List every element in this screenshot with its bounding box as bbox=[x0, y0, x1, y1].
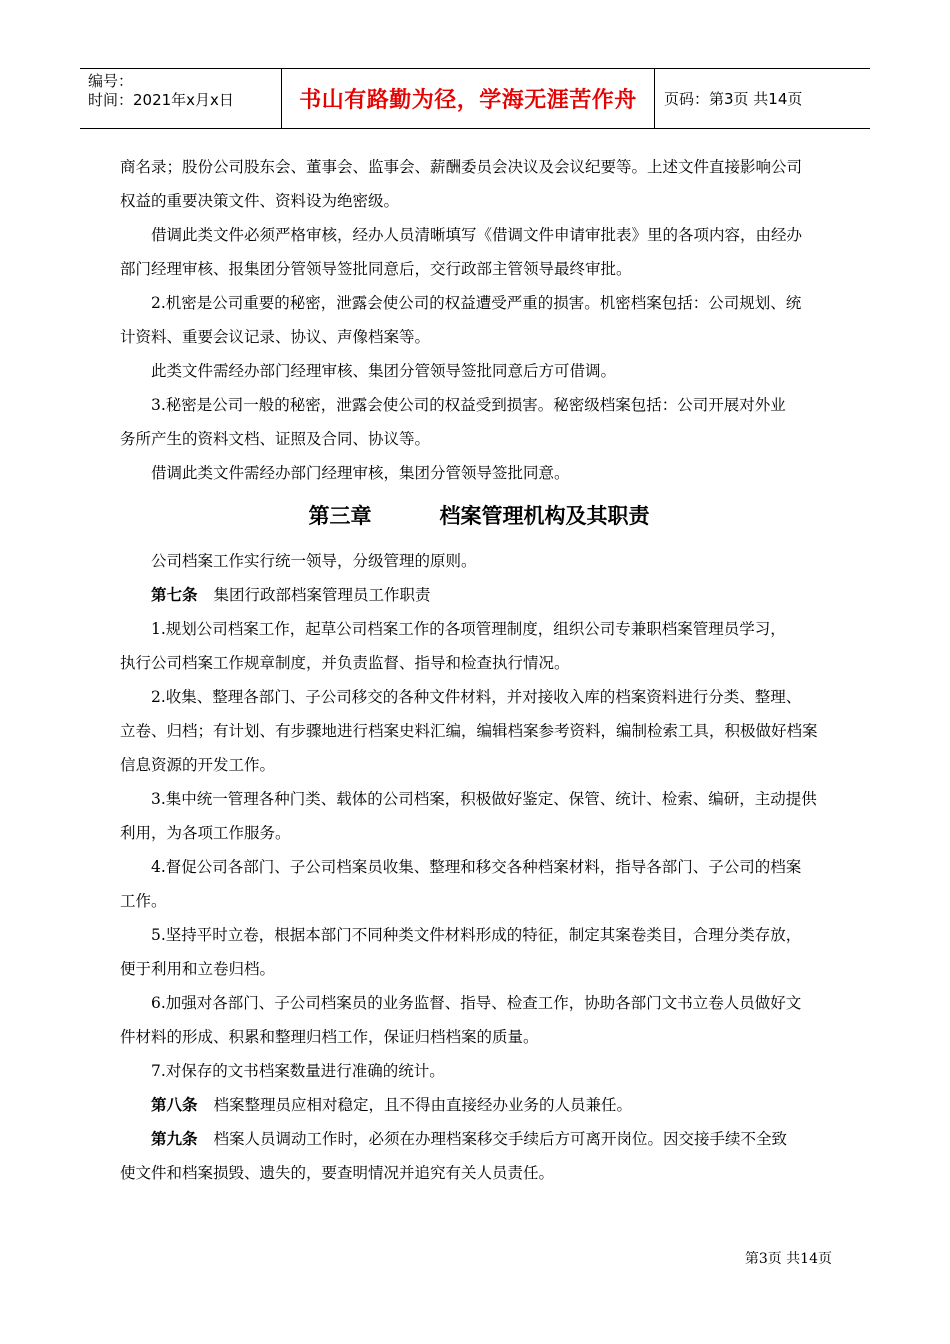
list-item-line: 4.督促公司各部门、子公司档案员收集、整理和移交各种档案材料，指导各部门、子公司的档案 bbox=[151, 858, 802, 876]
list-item-line: 2.收集、整理各部门、子公司移交的各种文件材料，并对接收入库的档案资料进行分类、整理、 bbox=[151, 688, 802, 706]
chapter-number: 第三章 bbox=[308, 504, 372, 528]
list-item-line: 信息资源的开发工作。 bbox=[120, 756, 276, 774]
article-8 bbox=[120, 1088, 832, 1122]
article-label: 第九条 bbox=[151, 1129, 198, 1148]
paragraph-line: 部门经理审核、报集团分管领导签批同意后，交行政部主管领导最终审批。 bbox=[120, 260, 632, 278]
list-item-line: 立卷、归档；有计划、有步骤地进行档案史料汇编，编辑档案参考资料，编制检索工具，积极做好档案 bbox=[120, 722, 818, 740]
list-item-line: 执行公司档案工作规章制度，并负责监督、指导和检查执行情况。 bbox=[120, 654, 570, 672]
paragraph-line: 计资料、重要会议记录、协议、声像档案等。 bbox=[120, 328, 431, 346]
article-label: 第七条 bbox=[151, 585, 198, 604]
article-label: 第八条 bbox=[151, 1095, 198, 1114]
document-number-label: 编号： bbox=[88, 72, 134, 90]
article-text: 档案整理员应相对稳定，且不得由直接经办业务的人员兼任。 bbox=[213, 1096, 633, 1114]
header-page-info: 页码：第3页 共14页 bbox=[664, 90, 803, 108]
document-body bbox=[120, 150, 832, 1190]
list-item-line: 工作。 bbox=[120, 892, 167, 910]
paragraph-line: 使文件和档案损毁、遗失的，要查明情况并追究有关人员责任。 bbox=[120, 1164, 555, 1182]
article-text: 集团行政部档案管理员工作职责 bbox=[213, 586, 431, 604]
article-text: 档案人员调动工作时，必须在办理档案移交手续后方可离开岗位。因交接手续不全致 bbox=[213, 1130, 788, 1148]
page-footer: 第3页 共14页 bbox=[744, 1251, 832, 1267]
list-item-line: 6.加强对各部门、子公司档案员的业务监督、指导、检查工作，协助各部门文书立卷人员做好文 bbox=[151, 994, 802, 1012]
paragraph-line: 借调此类文件必须严格审核，经办人员清晰填写《借调文件申请审批表》里的各项内容，由经办 bbox=[151, 226, 803, 244]
paragraph-line: 务所产生的资料文档、证照及合同、协议等。 bbox=[120, 430, 431, 448]
header-meta bbox=[80, 69, 282, 128]
list-item-line: 5.坚持平时立卷，根据本部门不同种类文件材料形成的特征，制定其案卷类目，合理分类存放， bbox=[151, 926, 802, 944]
chapter-title: 档案管理机构及其职责 bbox=[439, 504, 650, 528]
paragraph-line: 2.机密是公司重要的秘密，泄露会使公司的权益遭受严重的损害。机密档案包括：公司规划、统 bbox=[151, 294, 802, 312]
article-7 bbox=[120, 578, 832, 612]
paragraph-line: 权益的重要决策文件、资料设为绝密级。 bbox=[120, 192, 400, 210]
list-item-line: 利用，为各项工作服务。 bbox=[120, 824, 291, 842]
list-item-line: 7.对保存的文书档案数量进行准确的统计。 bbox=[151, 1062, 445, 1080]
paragraph-line: 商名录；股份公司股东会、董事会、监事会、薪酬委员会决议及会议纪要等。上述文件直接影响公司 bbox=[120, 158, 803, 176]
page-header bbox=[80, 68, 870, 129]
list-item-line: 件材料的形成、积累和整理归档工作，保证归档档案的质量。 bbox=[120, 1028, 539, 1046]
paragraph-line: 借调此类文件需经办部门经理审核，集团分管领导签批同意。 bbox=[151, 464, 570, 482]
header-motto: 书山有路勤为径，学海无涯苦作舟 bbox=[282, 69, 655, 128]
article-9 bbox=[120, 1122, 832, 1156]
list-item-line: 1.规划公司档案工作，起草公司档案工作的各项管理制度，组织公司专兼职档案管理员学习， bbox=[151, 620, 786, 638]
paragraph-line: 3.秘密是公司一般的秘密，泄露会使公司的权益受到损害。秘密级档案包括：公司开展对外业 bbox=[151, 396, 786, 414]
list-item-line: 便于利用和立卷归档。 bbox=[120, 960, 276, 978]
paragraph-line: 此类文件需经办部门经理审核、集团分管领导签批同意后方可借调。 bbox=[151, 362, 617, 380]
chapter-heading bbox=[120, 500, 832, 532]
paragraph-line: 公司档案工作实行统一领导，分级管理的原则。 bbox=[151, 552, 477, 570]
document-time-label: 时间：2021年x月x日 bbox=[88, 91, 234, 109]
list-item-line: 3.集中统一管理各种门类、载体的公司档案，积极做好鉴定、保管、统计、检索、编研，主动提供 bbox=[151, 790, 817, 808]
